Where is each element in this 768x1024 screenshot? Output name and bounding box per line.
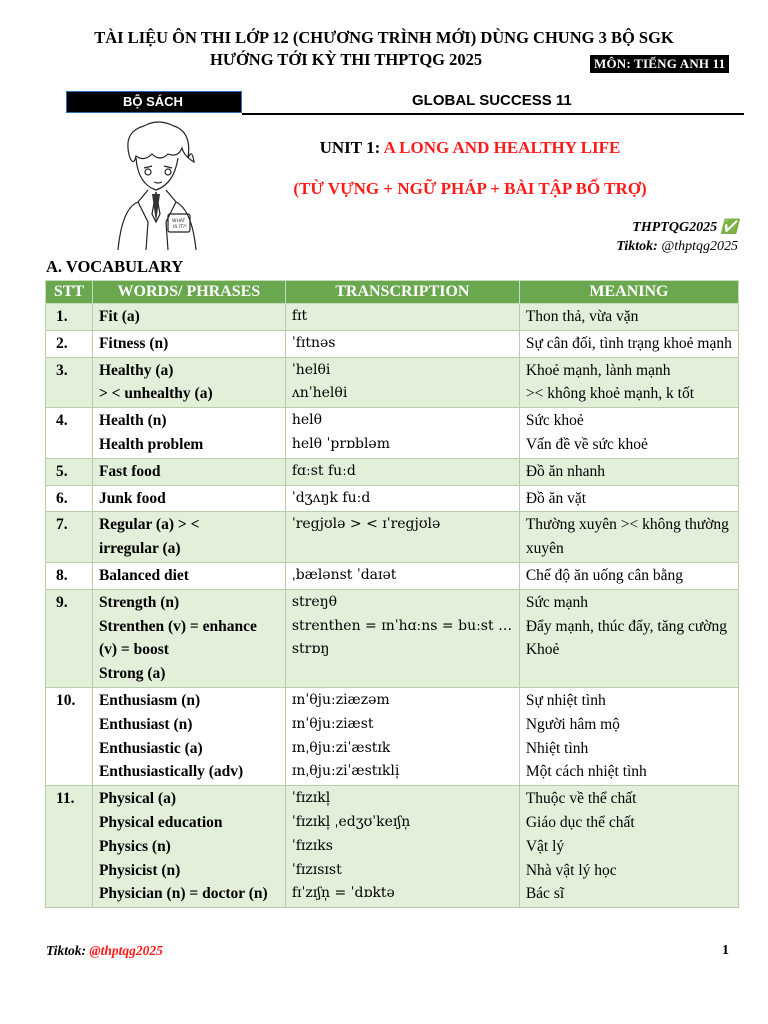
meaning-line: Người hâm mộ — [525, 715, 620, 733]
transcription-line: ˈfɪzɪsɪst — [291, 861, 342, 878]
meaning-line: Giáo dục thể chất — [525, 813, 635, 831]
transcription-cell — [285, 485, 519, 512]
word-line: Physicist (n) — [98, 861, 181, 879]
document-title-line2: HƯỚNG TỚI KỲ THI THPTQG 2025 — [210, 50, 483, 69]
subject-badge: MÔN: TIẾNG ANH 11 — [590, 55, 729, 73]
transcription-line: ˈfɪzɪkl̩ ˌedʒʊˈkeɪʃn̩ — [291, 813, 411, 830]
word-line: Health problem — [98, 435, 204, 453]
transcription-line: ʌnˈhelθi — [291, 385, 348, 402]
row-number: 8. — [46, 562, 93, 589]
document-title-line1: TÀI LIỆU ÔN THI LỚP 12 (CHƯƠNG TRÌNH MỚI) DÙNG CHUNG 3 BỘ SGK — [94, 28, 674, 47]
row-number: 3. — [46, 357, 93, 408]
word-line: Fit (a) — [98, 308, 140, 325]
transcription-cell — [285, 408, 519, 459]
words-cell — [92, 562, 285, 589]
meaning-line: Đồ ăn vặt — [525, 489, 587, 507]
transcription-line: fɑːst fuːd — [291, 462, 356, 479]
transcription-line: ˈregjʊlə > < ɪˈregjʊlə — [291, 516, 441, 533]
table-row — [46, 408, 739, 459]
meaning-line: >< không khoẻ mạnh, k tốt — [525, 385, 695, 403]
transcription-cell — [285, 786, 519, 908]
words-cell — [92, 330, 285, 357]
unit-title — [0, 138, 768, 158]
word-line: Physical (a) — [98, 790, 176, 808]
unit-name: A LONG AND HEALTHY LIFE — [383, 138, 621, 157]
transcription-cell — [285, 330, 519, 357]
meaning-line: Sức mạnh — [525, 593, 589, 611]
word-line: Strong (a) — [98, 665, 166, 683]
word-line: Enthusiasm (n) — [98, 691, 201, 709]
word-line: Junk food — [98, 489, 166, 507]
transcription-line: streŋθ — [291, 593, 338, 610]
transcription-cell — [285, 357, 519, 408]
meaning-cell — [519, 458, 738, 485]
tiktok-label: Tiktok: — [616, 239, 658, 254]
word-line: Strenthen (v) = enhance — [98, 617, 257, 635]
word-line: Enthusiast (n) — [98, 715, 193, 733]
words-cell — [92, 589, 285, 687]
transcription-line: helθ ˈprɒbləm — [291, 435, 390, 452]
page-number: 1 — [722, 943, 729, 958]
word-line: Strength (n) — [98, 593, 180, 611]
word-line: Physical education — [98, 813, 223, 831]
table-row — [46, 304, 739, 331]
row-number: 11. — [46, 786, 93, 908]
row-number: 5. — [46, 458, 93, 485]
transcription-line: fɪt — [291, 308, 308, 324]
word-line: Balanced diet — [98, 566, 189, 584]
table-row — [46, 512, 739, 563]
transcription-cell — [285, 562, 519, 589]
meaning-line: Khoẻ — [525, 641, 560, 659]
tiktok-credit — [616, 239, 738, 255]
meaning-cell — [519, 330, 738, 357]
vocabulary-table — [45, 280, 739, 908]
transcription-line: ɪnˌθjuːziˈæstɪkli̩ — [291, 763, 400, 780]
transcription-cell — [285, 589, 519, 687]
table-row — [46, 687, 739, 785]
row-number: 1. — [46, 304, 93, 331]
footer-tiktok-label: Tiktok: — [46, 943, 90, 958]
meaning-line: Khoẻ mạnh, lành mạnh — [525, 361, 671, 379]
row-number: 2. — [46, 330, 93, 357]
footer-tiktok-handle: @thptqg2025 — [89, 943, 163, 958]
meaning-line: Vật lý — [525, 837, 565, 855]
meaning-line: Sức khoẻ — [525, 412, 584, 430]
meaning-line: Bác sĩ — [525, 885, 565, 903]
meaning-line: Một cách nhiệt tình — [525, 763, 647, 781]
transcription-line: ˈdʒʌŋk fuːd — [291, 489, 371, 506]
header-meaning: MEANING — [519, 281, 738, 304]
transcription-cell — [285, 687, 519, 785]
table-row — [46, 357, 739, 408]
transcription-line: ɪnˈθjuːziæst — [291, 715, 374, 732]
transcription-line: strenthen = ɪnˈhɑːns = buːst … — [291, 617, 513, 634]
meaning-cell — [519, 512, 738, 563]
transcription-cell — [285, 512, 519, 563]
row-number: 4. — [46, 408, 93, 459]
transcription-line: helθ — [291, 412, 323, 429]
meaning-line: Thon thả, vừa vặn — [525, 308, 639, 325]
word-line: Enthusiastically (adv) — [98, 763, 244, 781]
transcription-line: ˈfɪtnəs — [291, 334, 336, 351]
meaning-line: Chế độ ăn uống cân bằng — [525, 566, 683, 584]
word-line: (v) = boost — [98, 641, 169, 659]
word-line: irregular (a) — [98, 540, 181, 558]
meaning-cell — [519, 562, 738, 589]
word-line: > < unhealthy (a) — [98, 385, 213, 403]
book-series-label: BỘ SÁCH — [66, 91, 242, 113]
meaning-line: Nhiệt tình — [525, 739, 589, 757]
words-cell — [92, 458, 285, 485]
meaning-line: Đồ ăn nhanh — [525, 462, 606, 480]
header-stt: STT — [46, 281, 93, 304]
unit-prefix: UNIT 1: — [319, 138, 384, 157]
meaning-cell — [519, 357, 738, 408]
words-cell — [92, 786, 285, 908]
word-line: Healthy (a) — [98, 361, 174, 379]
header-words: WORDS/ PHRASES — [92, 281, 285, 304]
table-header-row — [46, 281, 739, 304]
tiktok-handle: @thptqg2025 — [657, 239, 738, 254]
meaning-cell — [519, 304, 738, 331]
transcription-line: ˈfɪzɪks — [291, 837, 333, 854]
thptqg-tag: THPTQG2025 ✅ — [632, 220, 738, 235]
meaning-line: Đẩy mạnh, thúc đẩy, tăng cường — [525, 617, 727, 635]
transcription-cell — [285, 458, 519, 485]
meaning-line: Thường xuyên >< không thường xuyên — [525, 516, 729, 558]
meaning-cell — [519, 408, 738, 459]
vocabulary-table-body — [46, 304, 739, 908]
words-cell — [92, 485, 285, 512]
word-line: Fast food — [98, 462, 161, 480]
row-number: 6. — [46, 485, 93, 512]
meaning-line: Vấn đề về sức khoẻ — [525, 435, 648, 453]
svg-text:WHAT: WHAT — [172, 219, 186, 224]
transcription-line: ɪnˈθjuːziæzəm — [291, 691, 390, 708]
row-number: 7. — [46, 512, 93, 563]
word-line: Health (n) — [98, 412, 167, 430]
meaning-cell — [519, 786, 738, 908]
transcription-cell — [285, 304, 519, 331]
transcription-line: strɒŋ — [291, 641, 330, 658]
book-name: GLOBAL SUCCESS 11 — [412, 92, 572, 109]
header-rule — [242, 113, 744, 115]
word-line: Physics (n) — [98, 837, 171, 855]
word-line: Fitness (n) — [98, 334, 169, 352]
section-title: A. VOCABULARY — [46, 257, 184, 276]
transcription-line: ɪnˌθjuːziˈæstɪk — [291, 739, 391, 756]
words-cell — [92, 304, 285, 331]
word-line: Enthusiastic (a) — [98, 739, 203, 757]
word-line: Physician (n) = doctor (n) — [98, 885, 268, 903]
meaning-cell — [519, 589, 738, 687]
table-row — [46, 330, 739, 357]
table-row — [46, 786, 739, 908]
table-row — [46, 589, 739, 687]
meaning-cell — [519, 687, 738, 785]
table-row — [46, 562, 739, 589]
meaning-line: Sự nhiệt tình — [525, 691, 606, 709]
words-cell — [92, 687, 285, 785]
row-number: 9. — [46, 589, 93, 687]
words-cell — [92, 357, 285, 408]
table-row — [46, 458, 739, 485]
meaning-line: Sự cân đối, tình trạng khoẻ mạnh — [525, 334, 732, 352]
meaning-line: Thuộc về thể chất — [525, 790, 637, 808]
svg-text:IS IT?!: IS IT?! — [173, 225, 187, 230]
words-cell — [92, 512, 285, 563]
footer-tiktok — [46, 943, 163, 959]
meaning-line: Nhà vật lý học — [525, 861, 617, 879]
transcription-line: ˌbælənst ˈdaɪət — [291, 566, 397, 583]
transcription-line: ˈhelθi — [291, 361, 331, 378]
transcription-line: fɪˈzɪʃn̩ = ˈdɒktə — [291, 885, 395, 902]
words-cell — [92, 408, 285, 459]
table-row — [46, 485, 739, 512]
row-number: 10. — [46, 687, 93, 785]
meaning-cell — [519, 485, 738, 512]
transcription-line: ˈfɪzɪkl̩ — [291, 790, 331, 807]
header-transcription: TRANSCRIPTION — [285, 281, 519, 304]
word-line: Regular (a) > < — [98, 516, 200, 534]
unit-subtitle: (TỪ VỰNG + NGỮ PHÁP + BÀI TẬP BỔ TRỢ) — [293, 179, 647, 198]
